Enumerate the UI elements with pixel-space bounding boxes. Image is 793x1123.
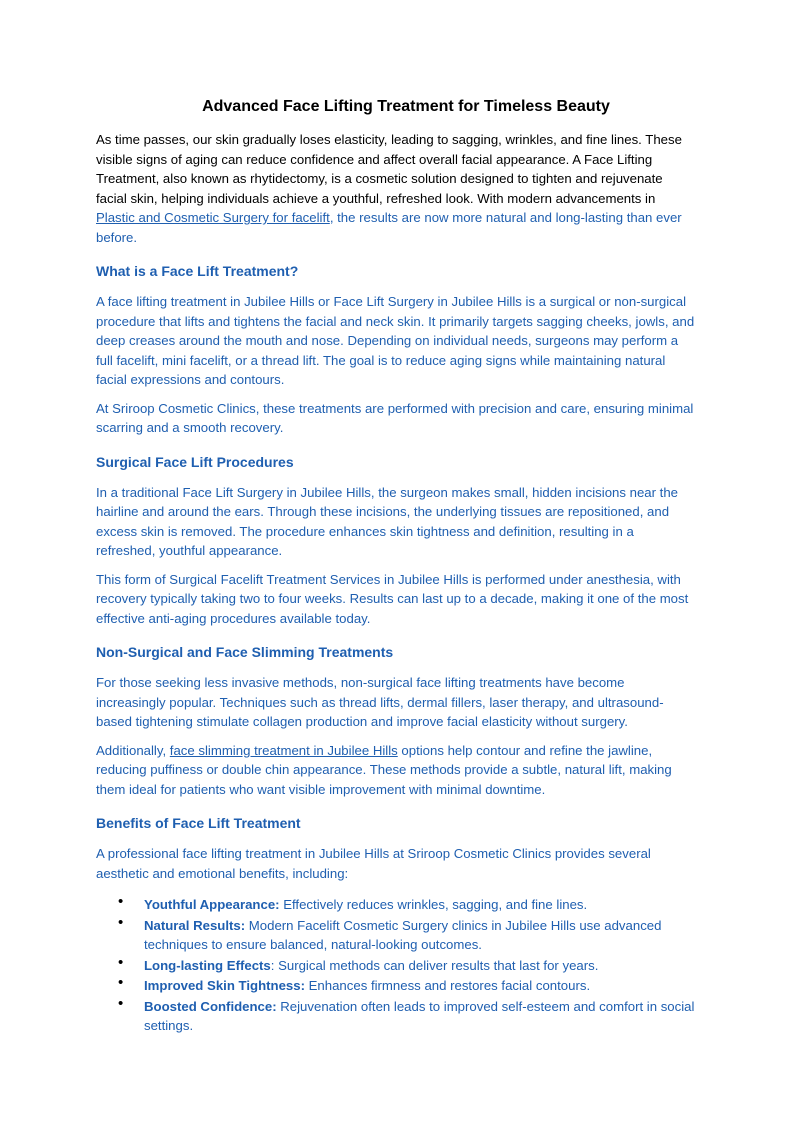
plastic-surgery-link[interactable]: Plastic and Cosmetic Surgery for facelift xyxy=(96,210,330,225)
section2-paragraph-1: In a traditional Face Lift Surgery in Jubilee Hills, the surgeon makes small, hidden incisions near the hairline and around the ears. Through these incisions, the underlying tissues are repositioned, and excess skin is removed. The procedure enhances skin tightness and definition, resulting in a refreshed, youthful appearance. xyxy=(96,484,679,558)
list-item-text: Rejuvenation often leads to improved self-esteem and comfort in social settings. xyxy=(144,998,695,1033)
section-heading-non-surgical: Non-Surgical and Face Slimming Treatments xyxy=(96,644,394,660)
section2-paragraph-2: This form of Surgical Facelift Treatment Services in Jubilee Hills is performed under anesthesia, with recovery typically taking two to four weeks. Results can last up to a decade, making it one of the most effective anti-aging procedures available today. xyxy=(96,571,689,626)
list-item-label: Long-lasting Effects xyxy=(144,957,271,973)
list-item-text: Effectively reduces wrinkles, sagging, and fine lines. xyxy=(279,897,588,912)
list-item-label: Boosted Confidence: xyxy=(144,998,277,1014)
list-item xyxy=(96,953,696,976)
list-item-text: : Surgical methods can deliver results that last for years. xyxy=(270,957,599,973)
document-page xyxy=(96,96,696,1037)
section-heading-benefits: Benefits of Face Lift Treatment xyxy=(96,815,301,831)
bullet-icon: • xyxy=(118,953,124,971)
list-item xyxy=(96,913,696,955)
section3-p2-post: options help contour and refine the jawline, reducing puffiness or double chin appearance. These methods provide a subtle, natural lift, making them ideal for patients who want visible improvement with minimal downtime. xyxy=(96,742,672,797)
list-item xyxy=(96,976,696,996)
list-item-text: Modern Facelift Cosmetic Surgery clinics in Jubilee Hills use advanced techniques to ensure balanced, natural-looking outcomes. xyxy=(144,917,662,952)
bullet-icon: • xyxy=(118,913,124,931)
section-heading-what-is: What is a Face Lift Treatment? xyxy=(96,263,299,279)
benefits-list xyxy=(96,895,696,1036)
bullet-icon: • xyxy=(118,994,124,1012)
document-title: Advanced Face Lifting Treatment for Timeless Beauty xyxy=(202,98,610,115)
bullet-icon: • xyxy=(118,893,124,910)
list-item-text: Enhances firmness and restores facial contours. xyxy=(304,978,591,993)
section3-paragraph-2 xyxy=(96,741,696,800)
list-item xyxy=(96,994,696,1036)
list-item-label: Natural Results: xyxy=(144,917,246,933)
list-item-label: Youthful Appearance: xyxy=(144,897,280,912)
intro-paragraph xyxy=(96,130,696,247)
intro-text: As time passes, our skin gradually loses elasticity, leading to sagging, wrinkles, and fine lines. These visible signs of aging can reduce confidence and affect overall facial appearance. A Face Lifting Treatment, also known as rhytidectomy, is a cosmetic solution designed to tighten and rejuvenate facial skin, helping individuals achieve a youthful, refreshed look. With modern advancements in xyxy=(96,132,682,206)
section3-p2-pre: Additionally, xyxy=(96,742,170,758)
section4-paragraph-1: A professional face lifting treatment in Jubilee Hills at Sriroop Cosmetic Clinics provides several aesthetic and emotional benefits, including: xyxy=(96,846,651,881)
section1-paragraph-1: A face lifting treatment in Jubilee Hills or Face Lift Surgery in Jubilee Hills is a surgical or non-surgical procedure that lifts and tightens the facial and neck skin. It primarily targets sagging cheeks, jowls, and deep creases around the mouth and nose. Depending on individual needs, surgeons may perform a full facelift, mini facelift, or a thread lift. The goal is to reduce aging signs while maintaining natural facial expressions and contours. xyxy=(96,294,695,387)
list-item xyxy=(96,895,696,915)
section1-paragraph-2: At Sriroop Cosmetic Clinics, these treatments are performed with precision and care, ensuring minimal scarring and a smooth recovery. xyxy=(96,400,694,435)
intro-tail: , the results are now more natural and long-lasting than ever before. xyxy=(96,210,682,245)
section3-paragraph-1: For those seeking less invasive methods, non-surgical face lifting treatments have become increasingly popular. Techniques such as thread lifts, dermal fillers, laser therapy, and ultrasound-based tightening stimulate collagen production and improve facial elasticity without surgery. xyxy=(96,675,664,729)
bullet-icon: • xyxy=(118,974,124,991)
face-slimming-link[interactable]: face slimming treatment in Jubilee Hills xyxy=(169,742,398,758)
section-heading-surgical: Surgical Face Lift Procedures xyxy=(96,453,294,470)
list-item-label: Improved Skin Tightness: xyxy=(144,978,305,993)
